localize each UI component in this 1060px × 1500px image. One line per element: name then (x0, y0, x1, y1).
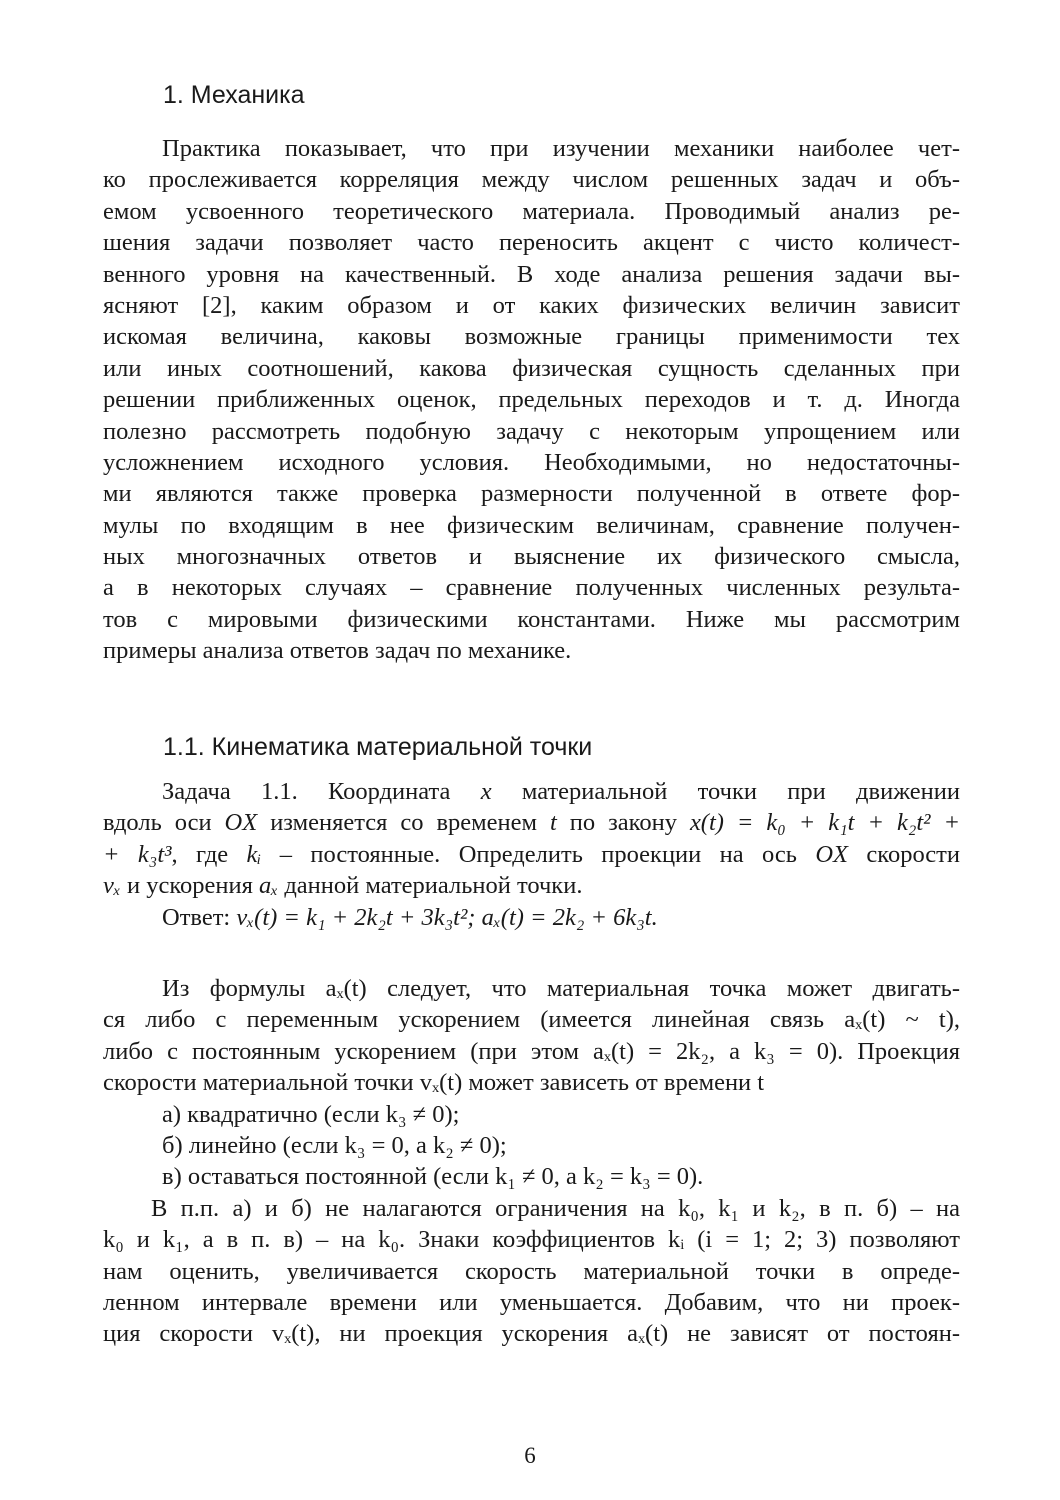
text-line: решении приближенных оценок, предельных переходов и т. д. Иногда (103, 386, 960, 414)
text-line: искомая величина, каковы возможные границы применимости тех (103, 323, 960, 351)
math-symbol: vₓ (103, 872, 121, 900)
math-symbol: x (480, 778, 492, 805)
text-line: емом усвоенного теоретического материала. Проводимый анализ ре- (103, 197, 960, 225)
text: , где (171, 840, 247, 868)
math-symbol: OX (224, 809, 258, 837)
case-item: в) оставаться постоянной (если k₁ ≠ 0, а k₂ = k₃ = 0). (162, 1163, 704, 1191)
text: изменяется со временем (257, 809, 551, 837)
subsection-title: 1.1. Кинематика материальной точки (163, 733, 593, 761)
text-line: ция скорости vₓ(t), ни проекция ускорения aₓ(t) не зависят от постоян- (103, 1320, 960, 1348)
text-line: ко прослеживается корреляция между числом решенных задач и объ- (103, 166, 960, 194)
text-line: а в некоторых случаях – сравнение полученных численных результа- (103, 574, 960, 602)
case-item: б) линейно (если k₃ = 0, а k₂ ≠ 0); (162, 1131, 507, 1159)
text-line: тов с мировыми физическими константами. Ниже мы рассмотрим (103, 605, 960, 633)
text-line: ных многозначных ответов и выяснение их физического смысла, (103, 543, 960, 571)
analysis-paragraph (103, 973, 960, 1350)
math-formula: x(t) = k₀ + k₁t + k₂t² + (689, 809, 960, 837)
text-line: или иных соотношений, какова физическая сущность сделанных при (103, 354, 960, 382)
text-line: примеры анализа ответов задач по механике. (103, 637, 572, 665)
problem-line (103, 776, 960, 807)
math-symbol: aₓ (258, 872, 279, 900)
math-symbol: t (550, 809, 557, 837)
text-line: В п.п. а) и б) не налагаются ограничения на k₀, k₁ и k₂, в п. б) – на (151, 1194, 960, 1222)
answer-line (103, 902, 960, 933)
text: и ускорения (120, 872, 259, 900)
text-line: ясняют [2], каким образом и от каких физических величин зависит (103, 291, 960, 319)
problem-statement (103, 776, 960, 933)
text: вдоль оси (103, 809, 225, 837)
intro-paragraph (103, 133, 960, 667)
text-line: k₀ и k₁, а в п. в) – на k₀. Знаки коэффициентов kᵢ (i = 1; 2; 3) позволяют (103, 1226, 960, 1254)
text-line: мулы по входящим в нее физическим величинам, сравнение получен- (103, 511, 960, 539)
text-line: шения задачи позволяет часто переносить акцент с чисто количест- (103, 229, 960, 257)
text: Задача 1.1. Координата (162, 778, 481, 805)
problem-line (103, 807, 960, 838)
text: – постоянные. Определить проекции на ось (261, 840, 816, 868)
text-line: ленном интервале времени или уменьшается. Добавим, что ни проек- (103, 1288, 960, 1316)
text-line: усложнением исходного условия. Необходимыми, но недостаточны- (103, 448, 960, 476)
text-line: скорости материальной точки vₓ(t) может зависеть от времени t (103, 1069, 765, 1097)
math-symbol: OX (815, 840, 849, 868)
case-item: а) квадратично (если k₃ ≠ 0); (162, 1100, 460, 1128)
math-formula: + k₃t³ (103, 840, 172, 868)
problem-line (103, 870, 960, 901)
text-line: либо с постоянным ускорением (при этом aₓ(t) = 2k₂, а k₃ = 0). Проекция (103, 1037, 960, 1065)
text-line: Из формулы aₓ(t) следует, что материальная точка может двигать- (162, 975, 960, 1002)
text: материальной точки при движении (491, 778, 961, 805)
text-line: полезно рассмотреть подобную задачу с некоторым упрощением или (103, 417, 960, 445)
text-line: венного уровня на качественный. В ходе анализа решения задачи вы- (103, 260, 960, 288)
text: по закону (556, 809, 690, 837)
math-symbol: kᵢ (246, 840, 262, 868)
section-title: 1. Механика (163, 81, 305, 109)
answer-label: Ответ: (162, 903, 237, 931)
text: скорости (848, 840, 960, 868)
text-line: ся либо с переменным ускорением (имеется линейная связь aₓ(t) ~ t), (103, 1006, 960, 1034)
text-line: нам оценить, увеличивается скорость материальной точки в опреде- (103, 1257, 960, 1285)
answer-formula: vₓ(t) = k₁ + 2k₂t + 3k₃t²; aₓ(t) = 2k₂ + 6k₃t. (236, 903, 658, 931)
text-line: ми являются также проверка размерности полученной в ответе фор- (103, 480, 960, 508)
text: данной материальной точки. (278, 872, 583, 900)
problem-line (103, 839, 960, 870)
page-number: 6 (524, 1443, 536, 1468)
text-line: Практика показывает, что при изучении механики наиболее чет- (162, 135, 960, 162)
